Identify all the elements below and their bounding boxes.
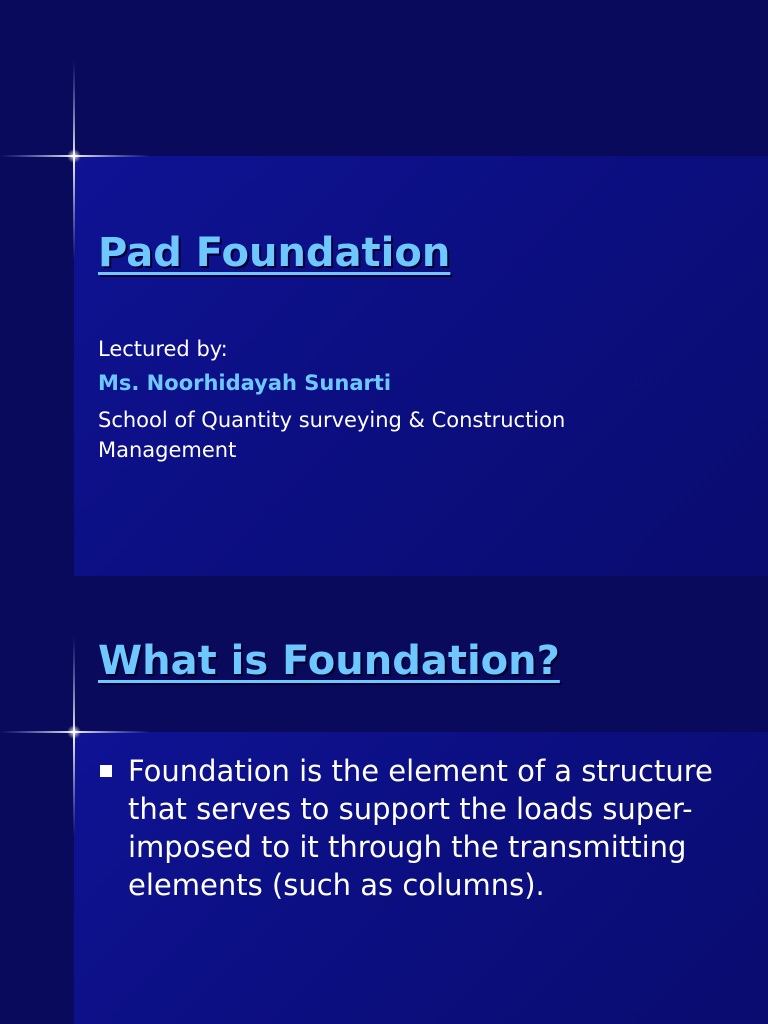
content-area — [74, 156, 768, 576]
bullet-text: Foundation is the element of a structure that serves to support the loads super-imposed to it through the transmitting elements (such as columns). — [128, 754, 713, 902]
slide-title-heading: What is Foundation? — [98, 638, 560, 684]
slide-definition — [0, 576, 768, 1024]
square-bullet-icon — [100, 765, 112, 777]
lecturer-name: Ms. Noorhidayah Sunarti — [98, 371, 392, 395]
page-title: Pad Foundation — [98, 230, 451, 276]
bullet-list — [98, 752, 738, 904]
list-item — [98, 752, 738, 904]
school-name: School of Quantity surveying & Construction Management — [98, 408, 566, 462]
lectured-by-label: Lectured by: — [98, 337, 228, 361]
